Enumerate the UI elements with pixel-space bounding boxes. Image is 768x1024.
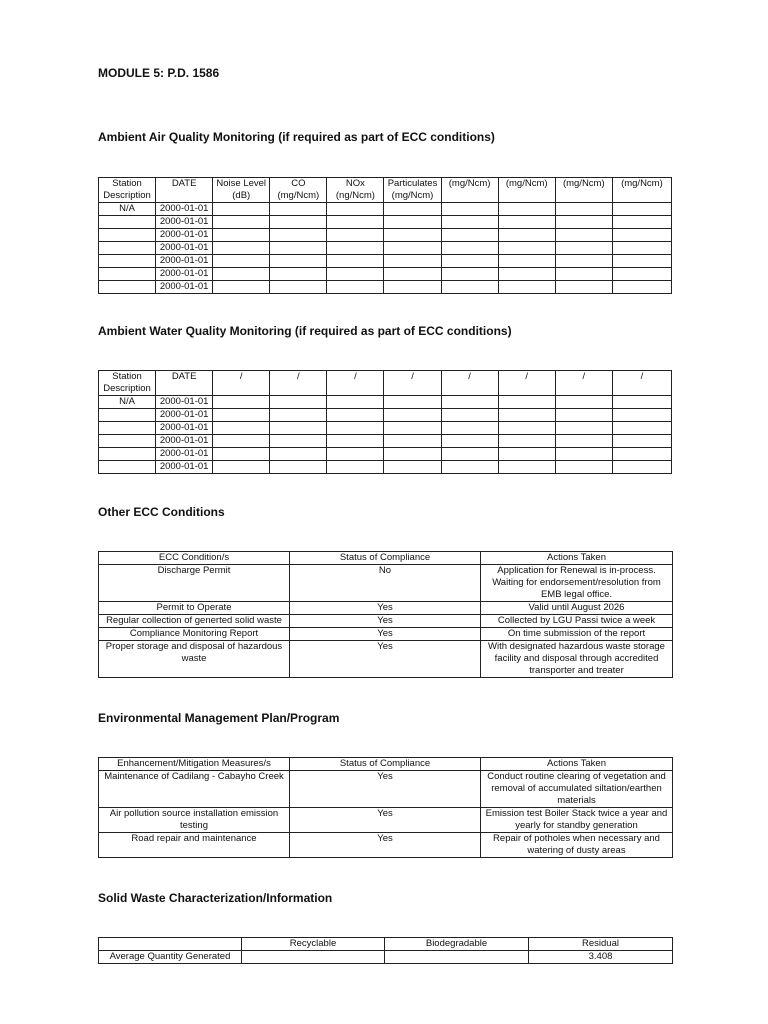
- date-cell: 2000-01-01: [156, 409, 213, 422]
- value-cell: [213, 409, 270, 422]
- condition-cell: Regular collection of generted solid waste: [99, 615, 290, 628]
- table-row: [99, 255, 672, 268]
- column-header: Residual: [529, 938, 673, 951]
- status-cell: Yes: [290, 833, 481, 858]
- header-line: Description: [103, 383, 151, 394]
- header-line: /: [640, 371, 644, 382]
- value-cell: [327, 448, 384, 461]
- condition-cell: Compliance Monitoring Report: [99, 628, 290, 641]
- water-header-cell: [612, 371, 671, 396]
- station-cell: [99, 461, 156, 474]
- table-row: [99, 628, 673, 641]
- value-cell: [384, 448, 441, 461]
- measure-cell: Air pollution source installation emission testing: [99, 808, 290, 833]
- value-cell: [384, 242, 441, 255]
- header-line: CO: [291, 178, 306, 189]
- air-header-cell: [156, 178, 213, 203]
- header-line: /: [525, 371, 529, 382]
- value-cell: [270, 409, 327, 422]
- value-cell: [213, 461, 270, 474]
- value-cell: [498, 255, 555, 268]
- column-header: Actions Taken: [481, 758, 673, 771]
- station-cell: N/A: [99, 203, 156, 216]
- status-cell: Yes: [290, 628, 481, 641]
- action-cell: Repair of potholes when necessary and watering of dusty areas: [481, 833, 673, 858]
- value-cell: [213, 268, 270, 281]
- table-row: [99, 615, 673, 628]
- emp-heading: Environmental Management Plan/Program: [98, 711, 340, 725]
- water-header-cell: [213, 371, 270, 396]
- value-cell: [612, 229, 671, 242]
- value-cell: [612, 242, 671, 255]
- value-cell: [441, 281, 498, 294]
- header-line: /: [354, 371, 357, 382]
- date-cell: 2000-01-01: [156, 203, 213, 216]
- value-cell: [270, 216, 327, 229]
- column-header: [99, 938, 242, 951]
- value-cell: [612, 448, 671, 461]
- measure-cell: Road repair and maintenance: [99, 833, 290, 858]
- value-cell: [270, 255, 327, 268]
- table-row: [99, 229, 672, 242]
- header-line: [158, 383, 210, 395]
- column-header: Actions Taken: [481, 552, 673, 565]
- air-header-cell: [327, 178, 384, 203]
- date-cell: 2000-01-01: [156, 216, 213, 229]
- date-cell: 2000-01-01: [156, 268, 213, 281]
- header-line: [386, 383, 438, 395]
- header-line: [501, 190, 553, 202]
- ecc-table: [98, 551, 673, 678]
- value-cell: [441, 396, 498, 409]
- air-header-cell: [270, 178, 327, 203]
- air-quality-table: [98, 177, 672, 294]
- value-cell: [498, 242, 555, 255]
- value-cell: [441, 461, 498, 474]
- water-header-cell: [555, 371, 612, 396]
- value-cell: [270, 435, 327, 448]
- header-line: DATE: [171, 371, 197, 382]
- air-header-cell: [99, 178, 156, 203]
- value-cell: [213, 281, 270, 294]
- table-row: [99, 396, 672, 409]
- water-header-cell: [270, 371, 327, 396]
- station-cell: [99, 255, 156, 268]
- water-header-cell: [327, 371, 384, 396]
- value-cell: [327, 435, 384, 448]
- value-cell: [612, 255, 671, 268]
- condition-cell: Discharge Permit: [99, 565, 290, 602]
- water-header-cell: [498, 371, 555, 396]
- header-line: [158, 190, 210, 202]
- station-cell: [99, 281, 156, 294]
- water-header-row: [99, 371, 672, 396]
- value-cell: [612, 203, 671, 216]
- action-cell: Collected by LGU Passi twice a week: [481, 615, 673, 628]
- table-row: [99, 641, 673, 678]
- value-cell: [213, 216, 270, 229]
- header-line: (dB): [232, 190, 251, 201]
- header-line: [215, 383, 267, 395]
- value-cell: [384, 216, 441, 229]
- value-cell: [498, 396, 555, 409]
- value-cell: [441, 409, 498, 422]
- column-header: Status of Compliance: [290, 552, 481, 565]
- status-cell: Yes: [290, 771, 481, 808]
- value-cell: [441, 422, 498, 435]
- header-line: (mg/Ncm): [621, 178, 663, 189]
- header-line: [329, 383, 381, 395]
- value-cell: [270, 396, 327, 409]
- header-line: Description: [103, 190, 151, 201]
- value-cell: [441, 435, 498, 448]
- header-line: [558, 190, 610, 202]
- value-cell: [213, 255, 270, 268]
- value-cell: [555, 203, 612, 216]
- column-header: ECC Condition/s: [99, 552, 290, 565]
- value-cell: [213, 242, 270, 255]
- station-cell: [99, 422, 156, 435]
- value-cell: [441, 229, 498, 242]
- date-cell: 2000-01-01: [156, 255, 213, 268]
- value-cell: [612, 268, 671, 281]
- table-row: [99, 461, 672, 474]
- table-row: [99, 422, 672, 435]
- value-cell: [384, 229, 441, 242]
- value-cell: [327, 422, 384, 435]
- header-line: [615, 190, 669, 202]
- value-cell: [270, 422, 327, 435]
- status-cell: No: [290, 565, 481, 602]
- value-cell: [441, 448, 498, 461]
- value-cell: [327, 409, 384, 422]
- header-line: (mg/Ncm): [448, 178, 491, 189]
- value-cell: [555, 422, 612, 435]
- station-cell: [99, 409, 156, 422]
- table-row: [99, 771, 673, 808]
- value-cell: [612, 396, 671, 409]
- header-line: Station: [112, 371, 142, 382]
- table-row: [99, 833, 673, 858]
- value-cell: [270, 268, 327, 281]
- header-line: [558, 383, 610, 395]
- status-cell: Yes: [290, 641, 481, 678]
- table-row: [99, 242, 672, 255]
- action-cell: On time submission of the report: [481, 628, 673, 641]
- date-cell: 2000-01-01: [156, 422, 213, 435]
- value-cell: [555, 268, 612, 281]
- value-cell: [555, 242, 612, 255]
- ecc-heading: Other ECC Conditions: [98, 505, 225, 519]
- emp-table: [98, 757, 673, 858]
- biodegradable-cell: [385, 951, 529, 964]
- column-header: Status of Compliance: [290, 758, 481, 771]
- value-cell: [270, 203, 327, 216]
- value-cell: [441, 255, 498, 268]
- status-cell: Yes: [290, 615, 481, 628]
- date-cell: 2000-01-01: [156, 281, 213, 294]
- table-row: [99, 268, 672, 281]
- air-header-cell: [612, 178, 671, 203]
- value-cell: [612, 216, 671, 229]
- date-cell: 2000-01-01: [156, 229, 213, 242]
- table-row: [99, 951, 673, 964]
- header-line: [444, 383, 496, 395]
- measure-cell: Maintenance of Cadilang - Cabayho Creek: [99, 771, 290, 808]
- header-line: /: [582, 371, 586, 382]
- value-cell: [498, 229, 555, 242]
- table-row: [99, 808, 673, 833]
- air-header-row: [99, 178, 672, 203]
- value-cell: [441, 268, 498, 281]
- table-row: [99, 448, 672, 461]
- value-cell: [555, 255, 612, 268]
- value-cell: [498, 435, 555, 448]
- value-cell: [555, 461, 612, 474]
- air-header-cell: [384, 178, 441, 203]
- action-cell: With designated hazardous waste storage facility and disposal through accredited transporter and treater: [481, 641, 673, 678]
- header-line: [615, 383, 669, 395]
- header-line: /: [411, 371, 414, 382]
- date-cell: 2000-01-01: [156, 435, 213, 448]
- value-cell: [213, 229, 270, 242]
- header-line: Station: [112, 178, 142, 189]
- action-cell: Conduct routine clearing of vegetation and removal of accumulated siltation/earthen materials: [481, 771, 673, 808]
- water-quality-heading: Ambient Water Quality Monitoring (if required as part of ECC conditions): [98, 324, 512, 338]
- station-cell: [99, 448, 156, 461]
- header-line: (ng/Ncm): [335, 190, 375, 201]
- value-cell: [441, 242, 498, 255]
- value-cell: [270, 229, 327, 242]
- value-cell: [498, 203, 555, 216]
- table-row: [99, 602, 673, 615]
- value-cell: [327, 255, 384, 268]
- table-row: [99, 565, 673, 602]
- water-header-cell: [441, 371, 498, 396]
- value-cell: [213, 448, 270, 461]
- column-header: Biodegradable: [385, 938, 529, 951]
- station-cell: [99, 216, 156, 229]
- condition-cell: Proper storage and disposal of hazardous waste: [99, 641, 290, 678]
- value-cell: [384, 396, 441, 409]
- value-cell: [555, 216, 612, 229]
- value-cell: [270, 448, 327, 461]
- header-line: (mg/Ncm): [391, 190, 434, 201]
- value-cell: [441, 203, 498, 216]
- value-cell: [270, 461, 327, 474]
- air-quality-heading: Ambient Air Quality Monitoring (if required as part of ECC conditions): [98, 130, 495, 144]
- value-cell: [327, 229, 384, 242]
- value-cell: [498, 448, 555, 461]
- value-cell: [327, 268, 384, 281]
- status-cell: Yes: [290, 602, 481, 615]
- row-label: Average Quantity Generated: [99, 951, 242, 964]
- air-header-cell: [441, 178, 498, 203]
- value-cell: [270, 242, 327, 255]
- value-cell: [327, 242, 384, 255]
- value-cell: [213, 435, 270, 448]
- solid-header-row: [99, 938, 673, 951]
- value-cell: [384, 255, 441, 268]
- solid-waste-table: [98, 937, 673, 964]
- header-line: Particulates: [387, 178, 438, 189]
- recyclable-cell: [242, 951, 385, 964]
- solid-waste-heading: Solid Waste Characterization/Information: [98, 891, 333, 905]
- value-cell: [213, 203, 270, 216]
- value-cell: [384, 268, 441, 281]
- table-row: [99, 216, 672, 229]
- value-cell: [327, 216, 384, 229]
- value-cell: [384, 422, 441, 435]
- header-line: DATE: [171, 178, 197, 189]
- header-line: (mg/Ncm): [505, 178, 548, 189]
- air-header-cell: [498, 178, 555, 203]
- value-cell: [612, 435, 671, 448]
- value-cell: [498, 422, 555, 435]
- table-row: [99, 435, 672, 448]
- value-cell: [213, 422, 270, 435]
- station-cell: [99, 435, 156, 448]
- station-cell: N/A: [99, 396, 156, 409]
- header-line: (mg/Ncm): [277, 190, 320, 201]
- table-row: [99, 281, 672, 294]
- emp-header-row: [99, 758, 673, 771]
- water-header-cell: [99, 371, 156, 396]
- date-cell: 2000-01-01: [156, 396, 213, 409]
- action-cell: Valid until August 2026: [481, 602, 673, 615]
- column-header: Enhancement/Mitigation Measures/s: [99, 758, 290, 771]
- value-cell: [612, 409, 671, 422]
- value-cell: [555, 435, 612, 448]
- value-cell: [498, 461, 555, 474]
- header-line: NOx: [345, 178, 365, 189]
- value-cell: [384, 409, 441, 422]
- header-line: /: [297, 371, 300, 382]
- value-cell: [327, 203, 384, 216]
- action-cell: Emission test Boiler Stack twice a year and yearly for standby generation: [481, 808, 673, 833]
- air-header-cell: [213, 178, 270, 203]
- value-cell: [441, 216, 498, 229]
- header-line: Noise Level: [216, 178, 267, 189]
- value-cell: [384, 281, 441, 294]
- column-header: Recyclable: [242, 938, 385, 951]
- value-cell: [612, 281, 671, 294]
- header-line: /: [468, 371, 471, 382]
- value-cell: [555, 409, 612, 422]
- value-cell: [612, 461, 671, 474]
- value-cell: [555, 448, 612, 461]
- ecc-header-row: [99, 552, 673, 565]
- value-cell: [327, 461, 384, 474]
- value-cell: [612, 422, 671, 435]
- value-cell: [384, 203, 441, 216]
- table-row: [99, 203, 672, 216]
- value-cell: [498, 268, 555, 281]
- header-line: [272, 383, 324, 395]
- value-cell: [498, 409, 555, 422]
- water-header-cell: [156, 371, 213, 396]
- value-cell: [213, 396, 270, 409]
- header-line: /: [239, 371, 243, 382]
- value-cell: [327, 396, 384, 409]
- value-cell: [270, 281, 327, 294]
- station-cell: [99, 242, 156, 255]
- water-header-cell: [384, 371, 441, 396]
- header-line: [444, 190, 496, 202]
- date-cell: 2000-01-01: [156, 448, 213, 461]
- station-cell: [99, 268, 156, 281]
- value-cell: [384, 461, 441, 474]
- header-line: [501, 383, 553, 395]
- value-cell: [498, 281, 555, 294]
- value-cell: [384, 435, 441, 448]
- status-cell: Yes: [290, 808, 481, 833]
- module-title: MODULE 5: P.D. 1586: [98, 66, 220, 80]
- table-row: [99, 409, 672, 422]
- condition-cell: Permit to Operate: [99, 602, 290, 615]
- air-header-cell: [555, 178, 612, 203]
- residual-cell: 3.408: [529, 951, 673, 964]
- action-cell: Application for Renewal is in-process. Waiting for endorsement/resolution from EMB legal office.: [481, 565, 673, 602]
- date-cell: 2000-01-01: [156, 461, 213, 474]
- value-cell: [327, 281, 384, 294]
- value-cell: [555, 281, 612, 294]
- date-cell: 2000-01-01: [156, 242, 213, 255]
- water-quality-table: [98, 370, 672, 474]
- value-cell: [498, 216, 555, 229]
- value-cell: [555, 229, 612, 242]
- station-cell: [99, 229, 156, 242]
- header-line: (mg/Ncm): [562, 178, 605, 189]
- value-cell: [555, 396, 612, 409]
